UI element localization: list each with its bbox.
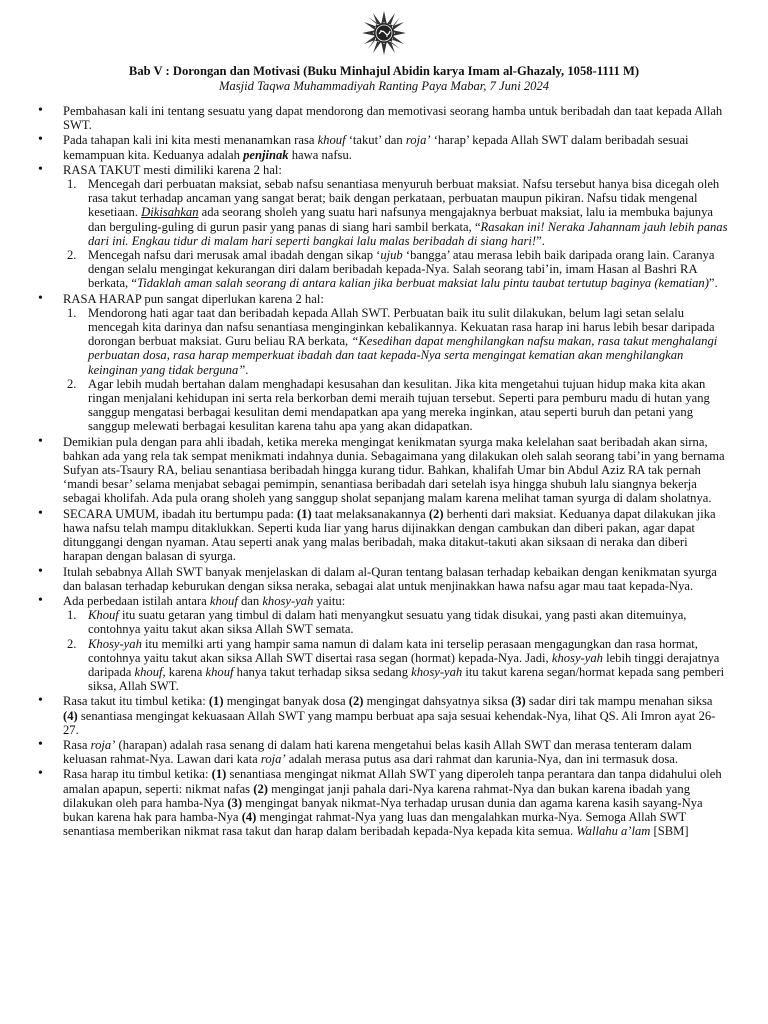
number-marker: (4) [63,708,78,723]
number-marker: (3) [511,694,526,709]
sublist-item [63,306,730,377]
paragraph-text: dan [237,593,263,608]
sublist-beda [63,608,730,693]
paragraph-text: hawa nafsu. [288,147,352,162]
paragraph-text: [SBM] [650,824,689,839]
paragraph-text: ‘takut’ dan [345,133,406,148]
paragraph-text: mengingat rahmat-Nya yang luas dan mengalahkan murka-Nya. Semoga Allah SWT senantiasa memberikan nikmat rasa takut dan harap dalam beribadah kepada-Nya kepada kita semua. [63,809,686,839]
term-khosyyah: Khosy-yah [88,636,142,651]
sublist-item [63,377,730,434]
paragraph-text: senantiasa mengingat kekuasaan Allah SWT yang mampu berbuat apa saja sesuai kehendak-Nya, lihat QS. Ali Imron ayat 26-27. [63,708,716,737]
sublist-takut [63,177,730,291]
list-item [38,292,730,434]
paragraph-text: SECARA UMUM, ibadah itu bertumpu pada: [63,506,298,521]
paragraph-text: taat melaksanakannya [311,506,429,521]
paragraph-text: (harapan) adalah rasa senang di dalam hati karena mengetahui belas kasih Allah SWT dan merasa tenteram dalam keluasan rahmat-Nya. Lawan dari kata [63,737,692,767]
paragraph-text: itu suatu getaran yang timbul di dalam hati menyangkut sesuatu yang tidak disukai, yang pasti akan ditemuinya, contohnya yaitu takut akan siksa Allah SWT semata. [88,608,687,637]
paragraph-text: ada seorang sholeh yang suatu hari nafsunya mengajaknya berbuat maksiat, lalu ia membuka bajunya dan berguling-guling di gurun pasir yang panas di siang hari sambil berkata, “ [88,205,713,234]
term-khouf: khouf [317,133,346,148]
paragraph-text: itu memilki arti yang hampir sama namun di dalam kata ini terselip perasaan mengagungkan dan rasa hormat, contohnya yaitu takut akan siksa Allah SWT disertai rasa segan (hormat) kepada-Nya. Jadi, [88,636,698,665]
number-marker: (1) [297,506,312,521]
item-number: 2. [67,636,77,651]
document-subtitle: Masjid Taqwa Muhammadiyah Ranting Paya Mabar, 7 Juni 2024 [218,79,550,93]
quote-text: “Kesedihan dapat menghilangkan nafsu makan, rasa takut menghalangi perbuatan dosa, rasa harap memperkuat ibadah dan taat kepada-Nya serta mengingat kematian akan menghilangkan keinginan yang tidak berguna” [88,334,718,377]
section-heading-harap: RASA HARAP pun sangat diperlukan karena 2 hal: [63,291,324,306]
sublist-harap [63,306,730,434]
term-khosyyah: khosy-yah [411,664,463,679]
term-ujub: ujub [380,248,403,263]
paragraph-text: ”. [536,233,545,248]
term-khouf: khouf [209,593,238,608]
list-item [38,767,730,838]
number-marker: (1) [211,767,227,782]
paragraph-text: itu takut karena segan/hormat kepada sang pemberi siksa, Allah SWT. [88,664,725,694]
paragraph-text: yaitu: [313,593,346,608]
paragraph-text: mengingat banyak nikmat-Nya terhadap urusan dunia dan agama karena kasih sayang-Nya bukan karena hak para hamba-Nya [63,795,703,824]
list-item [38,163,730,291]
list-item [38,133,730,161]
sublist-item [63,248,730,291]
paragraph-text: lebih tinggi derajatnya daripada [88,650,720,679]
quote-text: Tidaklah aman salah seorang di antara kalian jika berbuat maksiat lalu pintu taubat tertutup baginya (kematian) [136,276,709,291]
logo-container [38,10,730,56]
list-item [38,104,730,132]
number-marker: (2) [348,694,364,709]
item-number: 1. [67,305,77,320]
term-khosyyah: khosy-yah [551,650,603,665]
paragraph-text: Rasa takut itu timbul ketika: [63,694,209,709]
paragraph-text: Mendorong hati agar taat dan beribadah kepada Allah SWT. Perbuatan baik itu sulit dilakukan, belum lagi setan selalu mencegah kita darinya dan nafsu senantiasa menginginkan kebalikannya. Kekuatan rasa harap ini harus lebih besar daripada dorongan berbuat maksiat. Guru beliau RA berkata, [88,305,715,349]
paragraph-text: , karena [162,664,206,679]
paragraph-text: Demikian pula dengan para ahli ibadah, ketika mereka mengingat kenikmatan syurga maka kelelahan saat beribadah akan sirna, bahkan ada yang rela tak sempat menikmati indahnya dunia. Sebagaimana yang dilakukan oleh salah seorang tabi’in yang bernama Sufyan ats-Tsaury RA, beliau senantiasa beribadah hingga kurang tidur. Bahkan, khalifah Umar bin Abdul Aziz RA tak pernah ‘mandi besar’ selama menjabat sebagai pemimpin, senantiasa beribadah dari setelah isya hingga shubuh lalu siangnya bekerja sebagai kholifah. Ada pula orang sholeh yang sanggup sholat sepanjang malam karena melihat taman syurga di dalam sholatnya. [63,434,725,506]
list-item [38,507,730,564]
closing-phrase: Wallahu a’lam [576,824,651,839]
paragraph-text: mengingat janji pahala dari-Nya karena rahmat-Nya dan bukan karena ibadah yang dilakukan oleh para hamba-Nya [63,781,690,810]
term-roja: roja’ [260,752,286,767]
number-marker: (2) [428,506,444,521]
paragraph-text: hanya takut terhadap siksa sedang [233,664,412,679]
term-penjinak: penjinak [243,147,289,162]
sublist-item [63,608,730,636]
paragraph-text: Pada tahapan kali ini kita mesti menanamkan rasa [63,133,318,148]
paragraph-text: Pembahasan kali ini tentang sesuatu yang dapat mendorong dan memotivasi seorang hamba untuk beribadah dan taat kepada Allah SWT. [63,104,723,133]
document-title: Bab V : Dorongan dan Motivasi (Buku Minhajul Abidin karya Imam al-Ghazaly, 1058-1111 M) [128,64,640,78]
item-number: 2. [67,376,77,391]
paragraph-text: sadar diri tak mampu menahan siksa [525,694,713,709]
quote-text: Rasakan ini! Neraka Jahannam jauh lebih panas dari ini. Engkau tidur di malam hari seperti bangkai lalu malas beribadah di siang hari! [88,219,728,248]
list-item [38,594,730,693]
paragraph-text: mengingat banyak dosa [223,694,349,709]
paragraph-text: senantiasa mengingat nikmat Allah SWT yang diperoleh tanpa perantara dan tanpa didahului oleh amalan apapun, seperti: nikmat nafas [63,767,722,796]
paragraph-text: Mencegah nafsu dari merusak amal ibadah dengan sikap ‘ [88,248,381,263]
section-heading-takut: RASA TAKUT mesti dimiliki karena 2 hal: [63,162,282,177]
term-khouf: Khouf [88,608,119,623]
paragraph-text: . [245,362,249,377]
term-dikisahkan: Dikisahkan [141,205,199,220]
item-number: 2. [67,248,77,263]
number-marker: (1) [208,694,224,709]
term-khouf: khouf [134,664,163,679]
sublist-item [63,637,730,694]
term-khosyyah: khosy-yah [262,593,314,608]
term-khouf: khouf [205,664,234,679]
item-number: 1. [67,608,77,623]
paragraph-text: ‘bangga’ atau merasa lebih baik daripada orang lain. Caranya dengan selalu mengingat kekurangan diri dalam beribadah kepada-Nya. Salah seorang tabi’in, imam Hasan al Bashri RA berkata, “ [88,248,715,291]
paragraph-text: adalah merasa putus asa dari rahmat dan karunia-Nya, dan ini termasuk dosa. [285,752,679,767]
term-roja: roja’ [405,133,431,148]
content-list [38,104,730,838]
number-marker: (2) [253,781,268,796]
paragraph-text: berhenti dari maksiat. Keduanya dapat dilakukan jika hawa nafsu telah mampu ditaklukkan. Seperti kuda liar yang harus dijinakkan dengan cambukan dan diberi pakan, agar dapat ditunggangi dengan nyaman. Atau seperti anak yang malas beribadah, maka ditakut-takuti akan siksaan di neraka dan diberi harapan dengan balasan di syurga. [63,506,716,564]
list-item [38,565,730,593]
paragraph-text: ‘harap’ kepada Allah SWT dalam beribadah sesuai kemampuan kita. Keduanya adalah [63,133,689,162]
paragraph-text: Mencegah dari perbuatan maksiat, sebab nafsu senantiasa menyuruh berbuat maksiat. Nafsu tersebut hanya bisa dicegah oleh rasa takut terhadap ancaman yang sangat berat; baik dengan perkataan, perbuatan maupun pikiran. Nafsu tidak mengenal kesetiaan. [88,177,720,220]
paragraph-text: Agar lebih mudah bertahan dalam menghadapi kesusahan dan kesulitan. Jika kita mengetahui tujuan hidup maka kita akan ringan menjalani kehidupan ini serta rela berkorban demi meraih tujuan tersebut. Seperti para pemburu madu di hutan yang sanggup mengatasi berbagai kesulitan demi mendapatkan apa yang mereka inginkan, atau seperti buruh dan petani yang sanggup melewati berbagai kesulitan karena tahu apa yang akan didapatkan. [88,376,710,434]
paragraph-text: Rasa [63,737,91,752]
item-number: 1. [67,177,77,192]
paragraph-text: Ada perbedaan istilah antara [63,593,210,608]
sublist-item [63,177,730,248]
muhammadiyah-logo-icon [361,10,407,56]
number-marker: (3) [227,795,243,810]
term-roja: roja’ [90,737,116,752]
paragraph-text: Rasa harap itu timbul ketika: [63,767,212,782]
paragraph-text: mengingat dahsyatnya siksa [363,694,512,709]
list-item [38,738,730,766]
paragraph-text: Itulah sebabnya Allah SWT banyak menjelaskan di dalam al-Quran tentang balasan terhadap kebaikan dengan kenikmatan syurga dan balasan terhadap keburukan dengan siksa neraka, sebagai alat untuk menjinakkan hawa nafsu agar mau taat kepada-Nya. [63,564,717,593]
list-item [38,694,730,737]
number-marker: (4) [241,809,257,824]
list-item [38,435,730,506]
paragraph-text: ”. [708,276,718,291]
